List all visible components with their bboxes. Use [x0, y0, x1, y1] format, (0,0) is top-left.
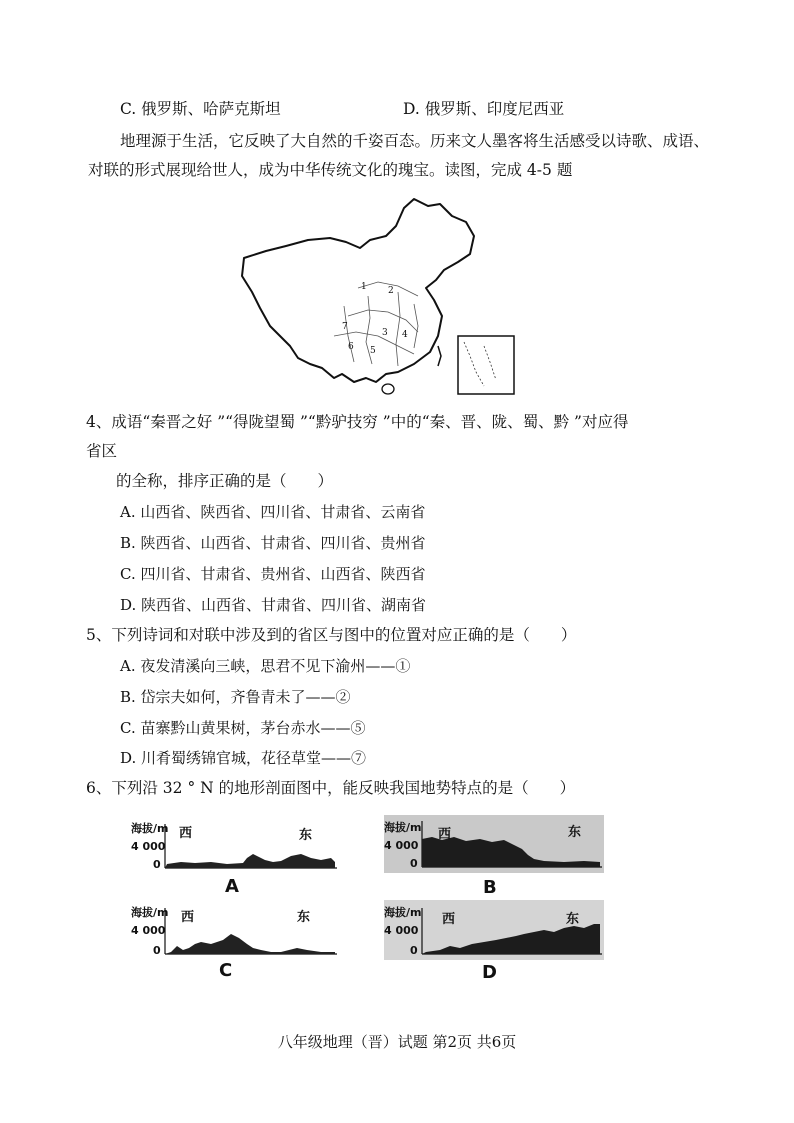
profile-east-label: 东	[568, 825, 582, 840]
profile-west-label: 西	[179, 826, 193, 841]
profile-west-label: 西	[442, 912, 456, 927]
profile-west-label: 西	[438, 827, 452, 842]
profile-d	[384, 900, 604, 986]
q3-option-c: C. 俄罗斯、哈萨克斯坦	[120, 100, 281, 118]
profile-letter: B	[483, 877, 497, 898]
intro-line-1: 地理源于生活，它反映了大自然的千姿百态。历来文人墨客将生活感受以诗歌、成语、	[120, 132, 710, 150]
profile-y-label: 海拔/m	[131, 906, 169, 919]
profile-east-label: 东	[566, 912, 580, 927]
profile-tick-0: 0	[410, 857, 418, 870]
map-number: 7	[342, 322, 348, 332]
profile-y-label: 海拔/m	[384, 906, 422, 919]
q4-option-b: B. 陕西省、山西省、甘肃省、四川省、贵州省	[120, 534, 426, 552]
q4-option-a: A. 山西省、陕西省、四川省、甘肃省、云南省	[120, 503, 426, 521]
china-province-map	[238, 196, 518, 402]
profile-tick-0: 0	[153, 944, 161, 957]
map-number: 2	[388, 286, 394, 296]
page-footer: 八年级地理（晋）试题 第2页 共6页	[277, 1033, 517, 1051]
profile-east-label: 东	[299, 828, 313, 843]
profile-letter: D	[482, 962, 497, 983]
q4-stem-line-1: 4、成语“秦晋之好 ”“得陇望蜀 ”“黔驴技穷 ”中的“秦、晋、陇、蜀、黔 ”对应得	[86, 413, 629, 431]
profile-letter: A	[225, 876, 239, 897]
q3-option-d: D. 俄罗斯、印度尼西亚	[403, 100, 565, 118]
q5-stem: 5、下列诗词和对联中涉及到的省区与图中的位置对应正确的是（ ）	[86, 626, 577, 644]
q5-option-c: C. 苗寨黔山黄果树，茅台赤水——⑤	[120, 719, 366, 737]
profile-west-label: 西	[181, 910, 195, 925]
q4-option-d: D. 陕西省、山西省、甘肃省、四川省、湖南省	[120, 596, 427, 614]
profile-b	[384, 815, 604, 898]
profile-tick-4000: 4 000	[131, 924, 166, 937]
profile-tick-0: 0	[153, 858, 161, 871]
profile-letter: C	[219, 960, 233, 981]
q5-option-b: B. 岱宗夫如何，齐鲁青未了——②	[120, 688, 351, 706]
profile-tick-4000: 4 000	[384, 924, 419, 937]
q4-option-c: C. 四川省、甘肃省、贵州省、山西省、陕西省	[120, 565, 426, 583]
profile-tick-4000: 4 000	[131, 840, 166, 853]
profile-east-label: 东	[297, 910, 311, 925]
intro-line-2: 对联的形式展现给世人，成为中华传统文化的瑰宝。读图，完成 4-5 题	[88, 161, 573, 179]
map-number: 6	[348, 342, 354, 352]
map-number: 1	[361, 282, 367, 292]
profile-a	[131, 818, 339, 898]
profile-y-label: 海拔/m	[384, 821, 422, 834]
map-number: 5	[370, 346, 376, 356]
map-number: 3	[382, 328, 388, 338]
q5-option-d: D. 川肴蜀绣锦官城，花径草堂——⑦	[120, 749, 367, 767]
q6-stem: 6、下列沿 32 ° N 的地形剖面图中，能反映我国地势特点的是（ ）	[86, 779, 576, 797]
q5-option-a: A. 夜发清溪向三峡，思君不见下渝州——①	[120, 657, 411, 675]
profile-tick-0: 0	[410, 944, 418, 957]
q4-stem-line-3: 的全称，排序正确的是（ ）	[116, 472, 334, 490]
profile-c	[131, 900, 339, 982]
q4-stem-line-2: 省区	[86, 442, 118, 460]
map-number: 4	[402, 330, 408, 340]
profile-tick-4000: 4 000	[384, 839, 419, 852]
profile-y-label: 海拔/m	[131, 822, 169, 835]
